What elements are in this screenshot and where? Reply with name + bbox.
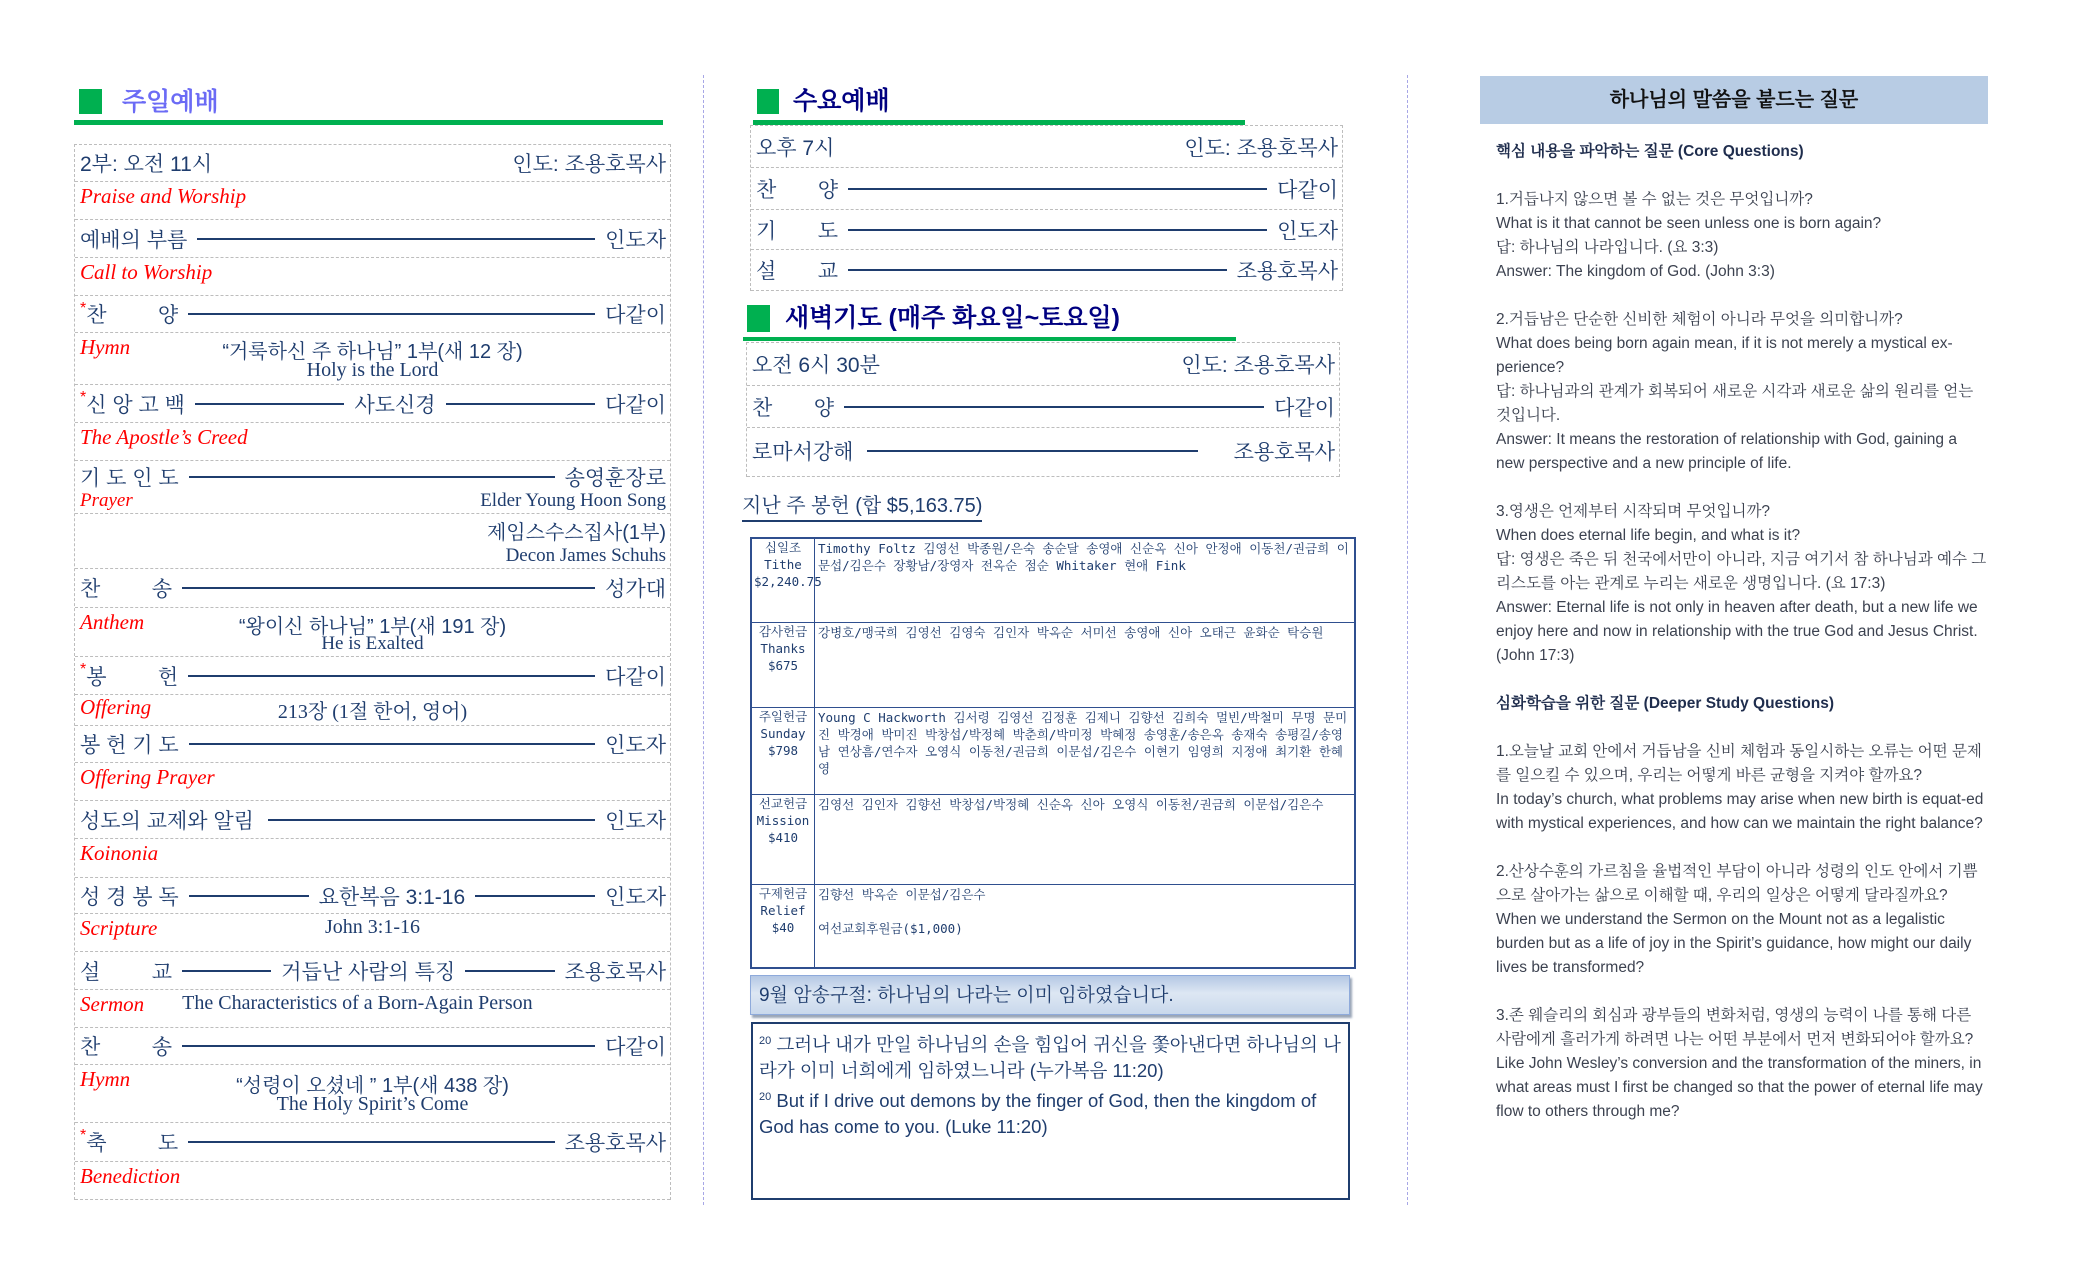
hymn2-en-row	[75, 1065, 670, 1123]
prayer2-row	[75, 514, 670, 569]
offering-category	[751, 622, 815, 707]
leader-line	[446, 403, 596, 405]
stand-asterisk: *	[80, 300, 87, 317]
sermon-title-en: The Characteristics of a Born-Again Person	[182, 992, 533, 1014]
scripture-en-row	[75, 914, 670, 952]
category-amount: $675	[767, 657, 799, 673]
praise-en-row	[75, 182, 670, 220]
prayer-label: 기 도 인 도	[80, 467, 179, 490]
category-ko: 주일헌금	[758, 708, 808, 724]
offering-names: Young C Hackworth 김서령 김영선 김정훈 김제니 김향선 김희숙 멀빈/박철미 무명 문미진 박경애 박미진 박창섭/박정혜 박춘희/박미정 박혜정 송영훈/송은옥 송재숙 송평길/송영남 연상흠/연수자 오영식 이동천/권금희 이문섭/김은수 이현기 임영희 지정애 최기환 한혜영	[815, 707, 1356, 794]
offering-category	[751, 884, 815, 968]
leader-line	[197, 238, 595, 240]
offering-row	[751, 884, 1355, 968]
dawn-title: 새벽기도 (매주 화요일~토요일)	[785, 304, 1120, 332]
answer-en: Answer: The kingdom of God. (John 3:3)	[1496, 263, 1775, 280]
category-ko: 감사헌금	[758, 623, 808, 639]
question-ko: 3.영생은 언제부터 시작되며 무엇입니까?	[1496, 503, 1771, 520]
offering-category	[751, 538, 822, 622]
core-heading: 핵심 내용을 파악하는 질문 (Core Questions)	[1496, 143, 1804, 160]
hymn2-row	[75, 1028, 670, 1065]
sermon-en-row	[75, 990, 670, 1028]
question-ko: 1.오늘날 교회 안에서 거듭남을 신비 체험과 동일시하는 오류는 어떤 문제를 일으킬 수 있으며, 우리는 어떻게 바른 균형을 지켜야 할까요?	[1496, 743, 1982, 784]
dawn-leader: 인도: 조용호목사	[1181, 354, 1335, 377]
offering-by: 다같이	[605, 665, 666, 689]
offering-prayer-en: Offering Prayer	[80, 765, 215, 789]
leader-line	[188, 313, 595, 315]
prayer-by2-en: Decon James Schuhs	[505, 544, 666, 566]
praise-row	[75, 296, 670, 333]
leader-line	[195, 403, 345, 405]
wednesday-item	[751, 250, 1342, 291]
benediction-en-row	[75, 1162, 670, 1200]
dawn-item	[747, 386, 1339, 428]
memory-verse-box	[751, 1022, 1350, 1200]
wednesday-leader: 인도: 조용호목사	[1184, 136, 1338, 160]
leader-line	[848, 229, 1267, 231]
scripture-by: 인도자	[605, 885, 667, 909]
offering-prayer-label: 봉 헌 기 도	[80, 734, 179, 757]
question-en: What does being born again mean, if it is not merely a mystical ex-perience?	[1496, 335, 1953, 376]
leader-line	[182, 970, 271, 972]
offering-names: Timothy Foltz 김영선 박종원/은숙 송순달 송영애 신순옥 신아 안정애 이동천/권금희 이문섭/김은수 장황남/장영자 전옥순 점순 Whitaker 현애 Fink	[815, 538, 1356, 622]
item-label: 기 도	[756, 219, 838, 243]
category-ko: 십일조	[764, 540, 802, 555]
deep-question	[1496, 1004, 1988, 1124]
category-amount: $410	[767, 829, 799, 845]
question-en: Like John Wesley’s conversion and the transformation of the miners, in what areas must I first be changed so that the power of eternal life may flow to others through me?	[1496, 1055, 1983, 1120]
hymn2-title: The Holy Spirit’s Come	[276, 1093, 469, 1115]
category-ko: 선교헌금	[758, 795, 808, 811]
item-by: 다같이	[1274, 396, 1335, 420]
anthem-by: 성가대	[605, 578, 666, 601]
hymn2-by: 다같이	[605, 1036, 666, 1059]
core-question	[1496, 500, 1988, 668]
hymn2-en: Hymn	[80, 1067, 131, 1091]
fellowship-en-row	[75, 839, 670, 878]
offering-row	[751, 707, 1355, 794]
deep-heading: 심화학습을 위한 질문 (Deeper Study Questions)	[1496, 695, 1835, 712]
hymn1-song: “거룩하신 주 하나님” 1부(새 12 장)	[222, 341, 523, 363]
scripture-en: Scripture	[80, 916, 158, 940]
leader-line	[189, 895, 309, 897]
answer-ko: 답: 하나님과의 관계가 회복되어 새로운 시각과 새로운 삶의 원리를 얻는 것입니다.	[1496, 383, 1974, 424]
question-ko: 3.존 웨슬리의 회심과 광부들의 변화처럼, 영생의 능력이 나를 통해 다른 사람에게 흘러가게 하려면 나는 어떤 부분에서 먼저 변화되어야 할까요?	[1496, 1007, 1974, 1048]
anthem-title: He is Exalted	[321, 633, 424, 654]
wednesday-item	[751, 168, 1342, 210]
anthem-label: 찬 송	[80, 578, 172, 601]
offering-en-row	[75, 695, 670, 726]
category-amount: $40	[771, 919, 795, 935]
leader-line	[189, 476, 555, 478]
wednesday-order	[750, 125, 1343, 291]
leader-line	[189, 743, 595, 745]
call-row	[75, 220, 670, 258]
offering-row	[75, 657, 670, 695]
question-ko: 2.거듭남은 단순한 신비한 체험이 아니라 무엇을 의미합니까?	[1496, 311, 1903, 328]
offering-prayer-by: 인도자	[605, 734, 666, 757]
service-leader: 인도: 조용호목사	[512, 153, 666, 176]
leader-line	[848, 269, 1227, 271]
call-by: 인도자	[605, 228, 666, 252]
item-label: 찬 양	[756, 178, 838, 202]
item-by: 조용호목사	[1233, 441, 1335, 464]
category-en: Thanks	[760, 640, 806, 656]
offering-en: Offering	[80, 695, 152, 719]
category-ko: 구제헌금	[758, 885, 808, 901]
core-question	[1496, 188, 1988, 284]
offering-label: 봉 헌	[86, 665, 179, 689]
offering-category	[751, 707, 815, 794]
dawn-time: 오전 6시 30분	[752, 354, 880, 377]
sermon-en: Sermon	[80, 992, 145, 1016]
fellowship-by: 인도자	[605, 809, 666, 833]
sermon-label: 설 교	[80, 960, 172, 984]
benediction-label: 축 도	[86, 1132, 179, 1155]
anthem-en-row	[75, 608, 670, 657]
offering-names: 김영선 김인자 김향선 박창섭/박정혜 신순옥 신아 오영식 이동천/권금희 이문섭/김은수	[815, 794, 1356, 884]
leader-line	[182, 587, 595, 589]
offering-row	[751, 622, 1355, 707]
stand-asterisk: *	[80, 389, 87, 406]
offerings-title: 지난 주 봉헌 (합 $5,163.75)	[742, 489, 982, 522]
hymn1-row	[75, 333, 670, 385]
question-ko: 2.산상수훈의 가르침을 율법적인 부담이 아니라 성령의 인도 안에서 기쁨으로 살아가는 삶으로 이해할 때, 우리의 일상은 어떻게 달라질까요?	[1496, 863, 1978, 904]
praise-by: 다같이	[605, 304, 666, 327]
sunday-title: 주일예배	[122, 88, 219, 116]
benediction-en: Benediction	[80, 1164, 181, 1188]
fellowship-label: 성도의 교제와 알림	[80, 809, 254, 833]
offering-category	[751, 794, 815, 884]
creed-by: 다같이	[605, 393, 666, 417]
item-label: 로마서강해	[752, 441, 854, 464]
column-divider	[703, 75, 704, 1205]
leader-line	[188, 1141, 554, 1143]
core-question	[1496, 308, 1988, 476]
verse-ko-text: 그러나 내가 만일 하나님의 손을 힘입어 귀신을 쫓아낸다면 하나님의 나라가 이미 너희에게 임하였느니라 (누가복음 11:20)	[759, 1034, 1341, 1082]
item-label: 설 교	[756, 260, 838, 283]
hymn1-title: Holy is the Lord	[306, 359, 439, 381]
sermon-row	[75, 952, 670, 990]
column-divider	[1407, 75, 1408, 1205]
anthem-row	[75, 569, 670, 608]
item-by: 다같이	[1277, 178, 1338, 202]
wednesday-time: 오후 7시	[756, 136, 835, 160]
verse-en	[759, 1084, 1342, 1140]
offering-song: 213장 (1절 한어, 영어)	[277, 701, 468, 723]
call-en-row	[75, 258, 670, 296]
category-en: Sunday	[760, 725, 806, 741]
item-by: 조용호목사	[1236, 260, 1338, 283]
category-amount: $798	[767, 742, 799, 758]
scripture-mid: 요한복음 3:1-16	[318, 885, 466, 909]
questions-title: 하나님의 말씀을 붙드는 질문	[1480, 76, 1988, 124]
green-square-icon	[747, 305, 770, 332]
item-label: 찬 양	[752, 396, 834, 420]
leader-line	[848, 188, 1267, 190]
deep-question	[1496, 740, 1988, 836]
verse-number: 20	[759, 1035, 772, 1047]
call-label: 예배의 부름	[80, 228, 188, 252]
category-en: Mission	[756, 812, 810, 828]
support-note: 여선교회후원금($1,000)	[818, 920, 963, 936]
answer-en: Answer: Eternal life is not only in heaven after death, but a new life we enjoy here and now in relationship with the true God and Jesus Christ. (John 17:3)	[1496, 599, 1978, 664]
creed-label: 신 앙 고 백	[86, 393, 185, 417]
deep-question	[1496, 860, 1988, 980]
verse-number: 20	[759, 1091, 772, 1104]
offering-prayer-en-row	[75, 763, 670, 801]
leader-line	[475, 895, 595, 897]
praise-en: Praise and Worship	[80, 184, 247, 208]
service-time-row	[75, 145, 670, 182]
sunday-order	[74, 144, 671, 1200]
sermon-mid: 거듭난 사람의 특징	[281, 960, 456, 984]
benediction-row	[75, 1123, 670, 1162]
answer-en: Answer: It means the restoration of relationship with God, gaining a new perspective and a new principle of life.	[1496, 431, 1957, 472]
offering-row	[751, 794, 1355, 884]
dawn-item	[747, 428, 1339, 477]
names: 김향선 박옥순 이문섭/김은수	[818, 886, 986, 902]
offering-prayer-row	[75, 726, 670, 763]
scripture-row	[75, 878, 670, 914]
green-square-icon	[757, 89, 779, 114]
call-en: Call to Worship	[80, 260, 213, 284]
praise-label: 찬 양	[86, 304, 179, 327]
leader-line	[182, 1045, 595, 1047]
category-amount: $2,240.75	[754, 574, 822, 589]
question-en: When does eternal life begin, and what is it?	[1496, 527, 1801, 544]
questions-body	[1496, 140, 1988, 1148]
prayer-by2: 제임스수스집사(1부)	[486, 521, 666, 544]
wednesday-time-row	[751, 126, 1342, 168]
item-by: 인도자	[1277, 219, 1338, 243]
category-en: Relief	[760, 902, 806, 918]
section-rule	[74, 120, 663, 125]
leader-line	[188, 675, 595, 677]
answer-ko: 답: 영생은 죽은 뒤 천국에서만이 아니라, 지금 여기서 참 하나님과 예수 그리스도를 아는 관계로 누리는 새로운 생명입니다. (요 17:3)	[1496, 551, 1987, 592]
benediction-by: 조용호목사	[564, 1132, 666, 1155]
question-ko: 1.거듭나지 않으면 볼 수 없는 것은 무엇입니까?	[1496, 191, 1813, 208]
creed-en-row	[75, 423, 670, 461]
hymn2-label: 찬 송	[80, 1036, 172, 1059]
scripture-label: 성 경 봉 독	[80, 885, 179, 909]
creed-row	[75, 385, 670, 423]
hymn2-song: “성령이 오셨네 ” 1부(새 438 장)	[236, 1075, 509, 1097]
leader-line	[867, 450, 1197, 452]
green-square-icon	[79, 89, 102, 114]
service-time: 2부: 오전 11시	[80, 153, 213, 176]
dawn-order	[746, 342, 1340, 477]
stand-asterisk: *	[80, 1127, 87, 1144]
anthem-song: “왕이신 하나님” 1부(새 191 장)	[238, 616, 507, 638]
creed-mid: 사도신경	[354, 393, 436, 417]
fellowship-en: Koinonia	[80, 841, 159, 865]
question-en: What is it that cannot be seen unless one is born again?	[1496, 215, 1882, 232]
category-en: Tithe	[764, 557, 802, 572]
scripture-ref-en: John 3:1-16	[325, 916, 420, 938]
wednesday-item	[751, 210, 1342, 250]
wednesday-title: 수요예배	[793, 87, 890, 115]
prayer-by-en: Elder Young Hoon Song	[480, 490, 666, 511]
answer-ko: 답: 하나님의 나라입니다. (요 3:3)	[1496, 239, 1719, 256]
hymn1-en: Hymn	[80, 335, 131, 359]
leader-line	[844, 406, 1264, 408]
prayer-row	[75, 461, 670, 514]
leader-line	[465, 970, 554, 972]
question-en: In today’s church, what problems may arise when new birth is equat-ed with mystical experiences, and how can we maintain the right balance?	[1496, 791, 1984, 832]
question-en: When we understand the Sermon on the Mount not as a legalistic burden but as a life of joy in the Spirit’s guidance, how might our daily lives be transformed?	[1496, 911, 1972, 976]
verse-en-text: But if I drive out demons by the finger of God, then the kingdom of God has come to you. (Luke 11:20)	[759, 1090, 1317, 1138]
offering-names	[815, 884, 1356, 968]
fellowship-row	[75, 801, 670, 839]
offering-names: 강병호/맹국희 김영선 김영숙 김인자 박옥순 서미선 송영애 신아 오태근 윤화순 탁승원	[815, 622, 1356, 707]
leader-line	[268, 819, 595, 821]
anthem-en: Anthem	[80, 610, 145, 634]
prayer-en: Prayer	[80, 490, 133, 511]
memory-verse-title: 9월 암송구절: 하나님의 나라는 이미 임하였습니다.	[750, 975, 1350, 1015]
verse-ko	[759, 1028, 1342, 1084]
section-rule	[743, 337, 1236, 341]
offerings-table	[750, 537, 1356, 969]
stand-asterisk: *	[80, 661, 87, 678]
prayer-by: 송영훈장로	[564, 467, 666, 490]
creed-en: The Apostle’s Creed	[80, 425, 248, 449]
dawn-time-row	[747, 343, 1339, 386]
sermon-by: 조용호목사	[564, 960, 666, 984]
offering-row	[751, 538, 1355, 622]
